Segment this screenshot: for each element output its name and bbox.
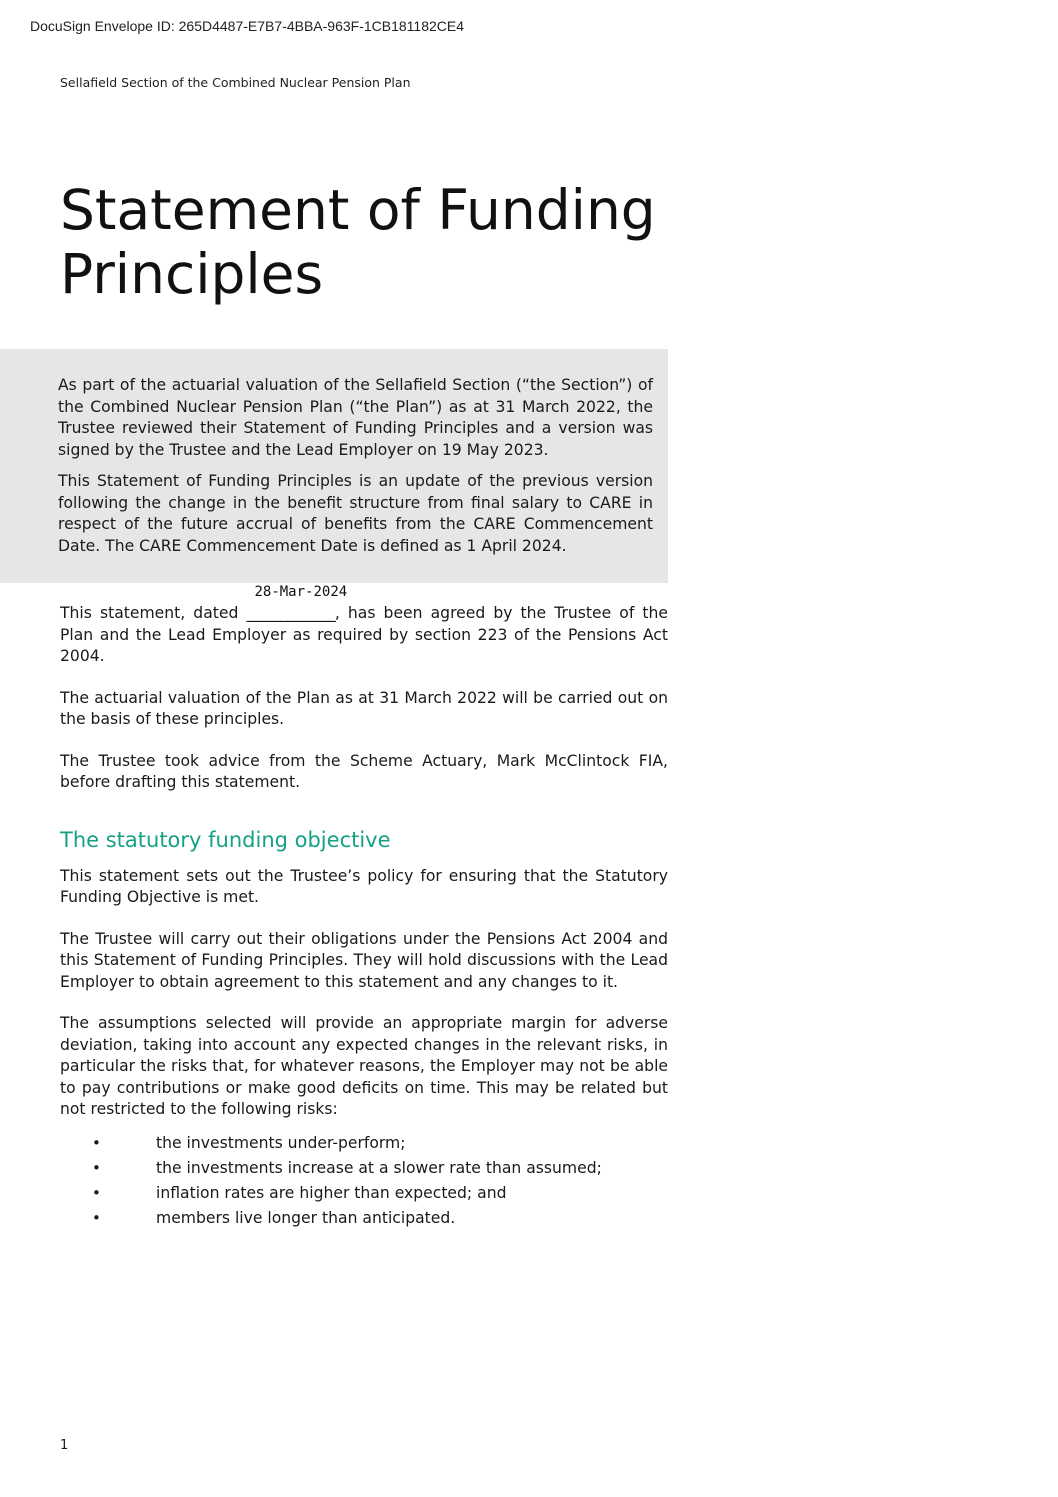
section-paragraph: This statement sets out the Trustee’s policy for ensuring that the Statutory Funding Objective is met. [60, 866, 668, 906]
page-title: Statement of Funding Principles [60, 178, 656, 306]
list-item: • members live longer than anticipated. [60, 1206, 668, 1231]
list-item: • inflation rates are higher than expected; and [60, 1181, 668, 1206]
page-number: 1 [60, 1438, 69, 1453]
running-header: Sellafield Section of the Combined Nuclear Pension Plan [60, 75, 411, 90]
risk-list [60, 1131, 668, 1231]
docusign-envelope-id: DocuSign Envelope ID: 265D4487-E7B7-4BBA-963F-1CB181182CE4 [30, 18, 465, 34]
agreement-statement [60, 584, 668, 668]
signed-date: 28-Mar-2024 [254, 584, 348, 600]
body-paragraph: The actuarial valuation of the Plan as at 31 March 2022 will be carried out on the basis of these principles. [60, 688, 668, 728]
date-signature-field [246, 584, 348, 625]
body-paragraph: The Trustee took advice from the Scheme Actuary, Mark McClintock FIA, before drafting this statement. [60, 751, 668, 791]
list-item: • the investments increase at a slower rate than assumed; [60, 1156, 668, 1181]
section-paragraph: The Trustee will carry out their obligations under the Pensions Act 2004 and this Statement of Funding Principles. They will hold discussions with the Lead Employer to obtain agreement to this statement and any changes to it. [60, 929, 668, 991]
summary-paragraph: As part of the actuarial valuation of the Sellafield Section (“the Section”) of the Combined Nuclear Pension Plan (“the Plan”) as at 31 March 2022, the Trustee reviewed their Statement of Funding Principles and a version was signed by the Trustee and the Lead Employer on 19 May 2023. [58, 376, 653, 459]
summary-paragraph: This Statement of Funding Principles is an update of the previous version following the change in the benefit structure from final salary to CARE in respect of the future accrual of benefits from the CARE Commencement Date. The CARE Commencement Date is defined as 1 April 2024. [58, 472, 653, 555]
section-paragraph: The assumptions selected will provide an appropriate margin for adverse deviation, taking into account any expected changes in the relevant risks, in particular the risks that, for whatever reasons, the Employer may not be able to pay contributions or make good deficits on time. This may be related but not restricted to the following risks: [60, 1014, 668, 1118]
document-body [60, 584, 668, 1231]
date-blank-line: _____________ [246, 604, 335, 622]
list-item: • the investments under-perform; [60, 1131, 668, 1156]
section-heading: The statutory funding objective [60, 827, 391, 852]
statement-prefix: This statement, dated [60, 604, 247, 622]
statement-suffix: , has been agreed by the Trustee of the Plan and the Lead Employer as required by section 223 of the Pensions Act 2004. [60, 604, 668, 665]
summary-box [0, 349, 668, 583]
